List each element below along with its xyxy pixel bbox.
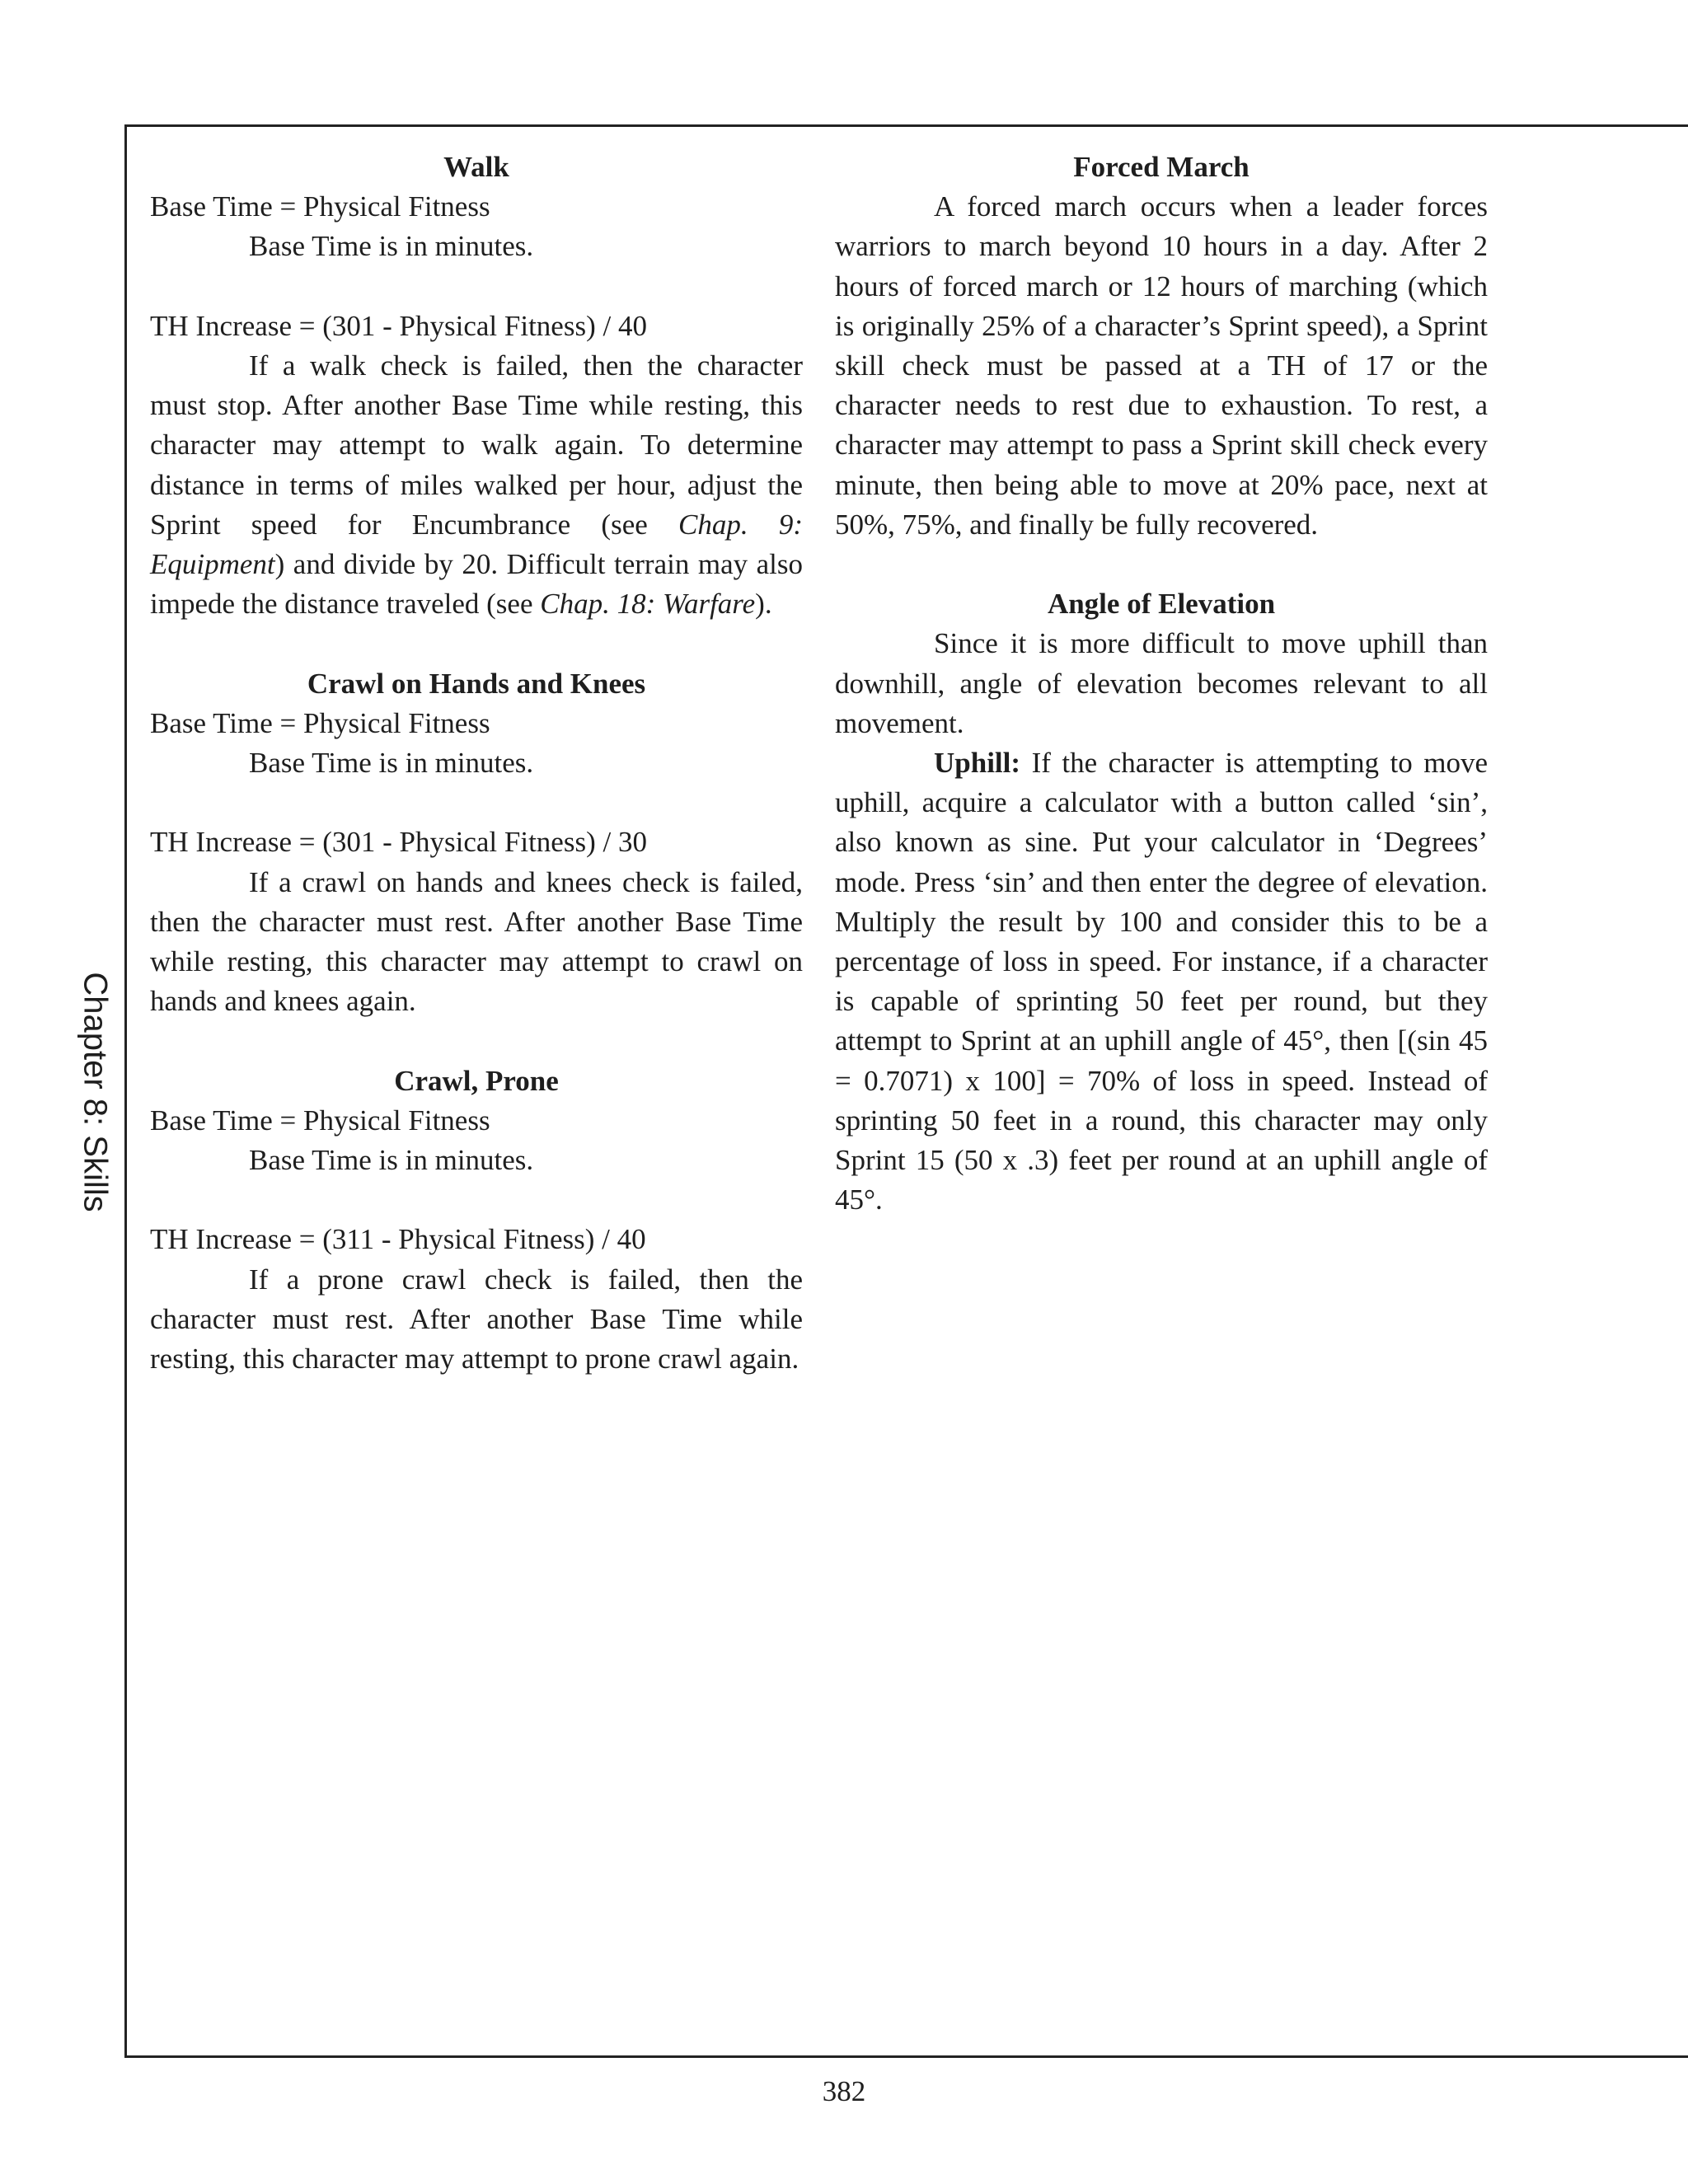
chapter-side-title: Chapter 8: Skills <box>77 972 114 1212</box>
crawl-hands-body: If a crawl on hands and knees check is failed, then the character must rest. After another Base Time while resting, this character may attempt to crawl on hands and knees again. <box>150 865 803 1018</box>
angle-section <box>835 584 1488 1220</box>
left-column <box>150 148 803 1379</box>
angle-heading: Angle of Elevation <box>1047 588 1276 621</box>
angle-body: Since it is more difficult to move uphill than downhill, angle of elevation becomes relevant to all movement. <box>835 627 1488 739</box>
crawl-prone-base-time: Base Time = Physical Fitness <box>150 1104 490 1137</box>
walk-section <box>150 148 803 624</box>
crawl-prone-base-time-note: Base Time is in minutes. <box>249 1144 534 1177</box>
page-number: 382 <box>822 2075 866 2107</box>
crawl-prone-section <box>150 1062 803 1380</box>
crawl-hands-heading: Crawl on Hands and Knees <box>307 667 646 700</box>
crawl-prone-heading: Crawl, Prone <box>394 1064 559 1097</box>
crawl-prone-th-increase: TH Increase = (311 - Physical Fitness) / 40 <box>150 1223 646 1256</box>
walk-th-increase: TH Increase = (301 - Physical Fitness) / 40 <box>150 309 647 342</box>
walk-heading: Walk <box>443 151 509 183</box>
crawl-hands-section <box>150 664 803 1022</box>
walk-base-time: Base Time = Physical Fitness <box>150 190 490 223</box>
forced-march-section <box>835 148 1488 545</box>
walk-ref-equipment: Chap. 9: Equipment <box>150 508 804 581</box>
uphill-label: Uphill: <box>934 747 1021 780</box>
right-column <box>835 148 1488 1220</box>
walk-body: If a walk check is failed, then the character must stop. After another Base Time while resting, this character may attempt to walk again. To determine distance in terms of miles walked per hour, adjust the Sprint speed for Encumbrance (see Chap. 9: Equipment) and divide by 20. Difficult terrain may also impede the distance traveled (see Chap. 18: Warfare). <box>150 349 804 621</box>
forced-march-heading: Forced March <box>1073 151 1250 183</box>
forced-march-body: A forced march occurs when a leader forces warriors to march beyond 10 hours in a day. After 2 hours of forced march or 12 hours of marching (which is originally 25% of a character’s Sprint speed), a Sprint skill check must be passed at a TH of 17 or the character needs to rest due to exhaustion. To rest, a character may attempt to pass a Sprint skill check every minute, then being able to move at 20% pace, next at 50%, 75%, and finally be fully recovered. <box>835 190 1488 541</box>
walk-base-time-note: Base Time is in minutes. <box>249 230 534 263</box>
crawl-hands-base-time: Base Time = Physical Fitness <box>150 706 490 739</box>
crawl-prone-body: If a prone crawl check is failed, then the character must rest. After another Base Time while resting, this character may attempt to prone crawl again. <box>150 1263 803 1376</box>
uphill-body: If the character is attempting to move uphill, acquire a calculator with a button called ‘sin’, also known as sine. Put your calculator in ‘Degrees’ mode. Press ‘sin’ and then enter the degree of elevation. Multiply the result by 100 and consider this to be a percentage of loss in speed. For instance, if a character is capable of sprinting 50 feet per round, but they attempt to Sprint at an uphill angle of 45°, then [(sin 45 = 0.7071) x 100] = 70% of loss in speed. Instead of sprinting 50 feet in a round, this character may only Sprint 15 (50 x .3) feet per round at an uphill angle of 45°. <box>835 747 1488 1216</box>
uphill-paragraph <box>835 743 1488 1220</box>
crawl-hands-base-time-note: Base Time is in minutes. <box>249 747 534 780</box>
walk-ref-warfare: Chap. 18: Warfare <box>540 588 756 621</box>
crawl-hands-th-increase: TH Increase = (301 - Physical Fitness) / 30 <box>150 826 647 859</box>
